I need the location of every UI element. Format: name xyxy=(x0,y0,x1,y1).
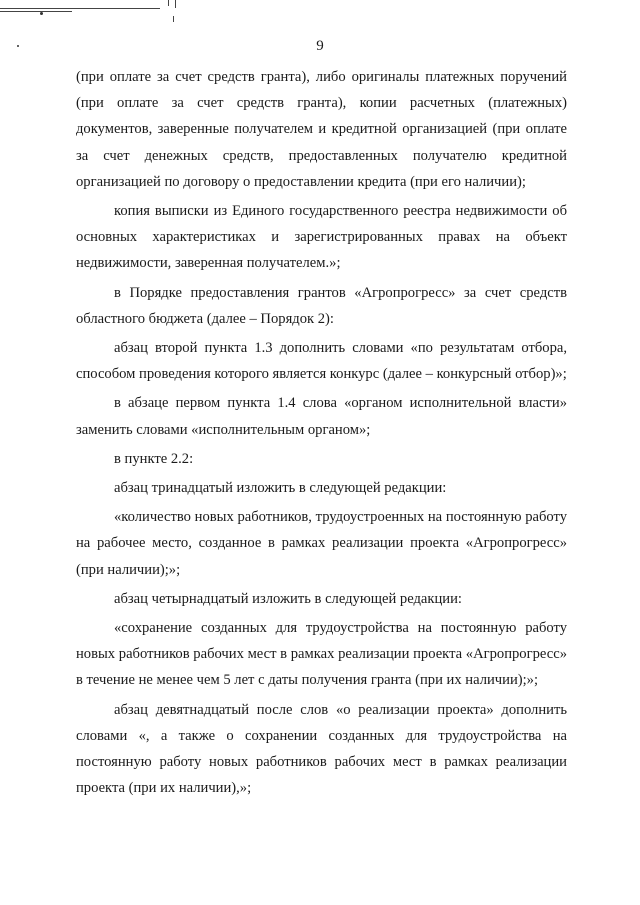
paragraph: (при оплате за счет средств гранта), либо оригиналы платежных поручений (при оплате за счет средств гранта), копии расчетных (платежных) документов, заверенные получателем и кредитной организацией (при оплате за счет денежных средств, предоставленных получателю кредитной организацией по договору о предоставлении кредита (при его наличии); xyxy=(76,69,567,190)
page-number: 9 xyxy=(316,38,324,54)
scan-artifact-dot xyxy=(40,12,43,15)
paragraph: абзац четырнадцатый изложить в следующей редакции: xyxy=(114,590,462,607)
paragraph: «количество новых работников, трудоустроенных на постоянную работу на рабочее место, созданное в рамках реализации проекта «Агропрогресс» (при наличии);»; xyxy=(76,509,567,578)
paragraph: абзац тринадцатый изложить в следующей редакции: xyxy=(114,480,447,497)
scan-artifact-line xyxy=(175,0,176,8)
paragraph: абзац второй пункта 1.3 дополнить словами «по результатам отбора, способом проведения которого является конкурс (далее – конкурсный отбор)»; xyxy=(76,340,567,383)
paragraph: в Порядке предоставления грантов «Агропрогресс» за счет средств областного бюджета (далее – Порядок 2): xyxy=(76,284,567,327)
document-body xyxy=(76,64,567,801)
scan-artifact-line xyxy=(173,16,174,22)
scan-artifact-line xyxy=(0,11,72,12)
paragraph: в абзаце первом пункта 1.4 слова «органом исполнительной власти» заменить словами «исполнительным органом»; xyxy=(76,395,567,438)
paragraph: копия выписки из Единого государственного реестра недвижимости об основных характеристиках и зарегистрированных правах на объект недвижимости, заверенная получателем.»; xyxy=(76,203,567,272)
scan-artifact-line xyxy=(168,0,169,6)
paragraph: абзац девятнадцатый после слов «о реализации проекта» дополнить словами «, а также о сохранении созданных для трудоустройства на постоянную работу новых работников рабочих мест в рамках реализации проекта (при их наличии),»; xyxy=(76,701,567,797)
scan-artifact-line xyxy=(0,8,160,9)
paragraph: «сохранение созданных для трудоустройства на постоянную работу новых работников рабочих мест в рамках реализации проекта «Агропрогресс» в течение не менее чем 5 лет с даты получения гранта (при их наличии);»; xyxy=(76,620,567,689)
paragraph: в пункте 2.2: xyxy=(114,450,194,467)
